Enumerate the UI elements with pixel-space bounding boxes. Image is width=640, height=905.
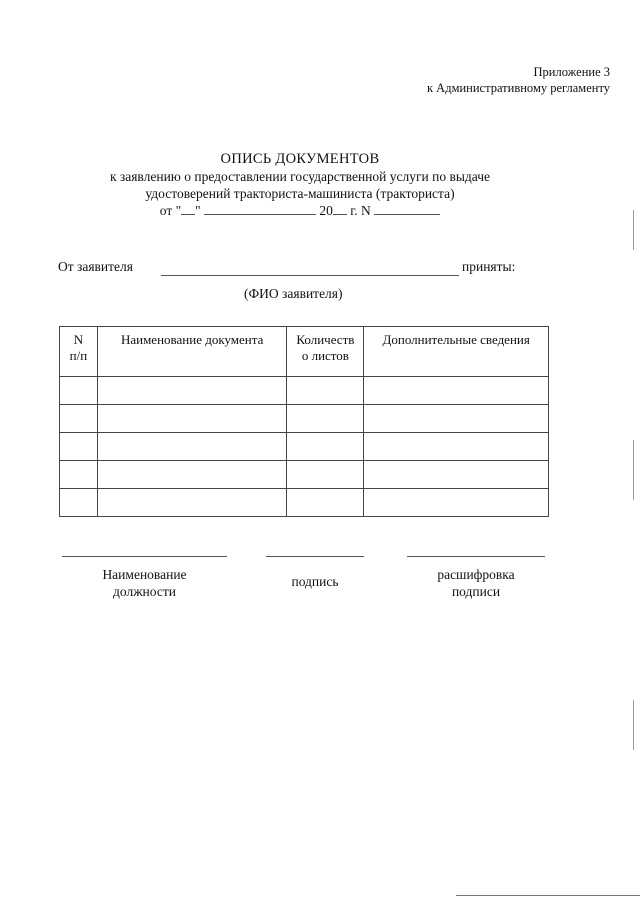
- accepted-label: приняты:: [462, 259, 516, 274]
- decoding-label: [407, 566, 545, 600]
- documents-table: [59, 326, 549, 517]
- table-cell[interactable]: [97, 405, 287, 433]
- column-header-number: N п/п: [60, 327, 98, 377]
- year-suffix: г. N: [350, 203, 371, 218]
- position-signature-line[interactable]: [62, 556, 227, 557]
- table-cell[interactable]: [364, 489, 549, 517]
- signature-label: подпись: [291, 574, 339, 589]
- month-blank[interactable]: [204, 202, 316, 215]
- signature-line[interactable]: [266, 556, 364, 557]
- title-block: [0, 151, 600, 219]
- bottom-edge-line: [456, 895, 640, 896]
- scan-edge-mark: [633, 700, 634, 750]
- position-label-line-2: должности: [113, 584, 176, 599]
- table-cell[interactable]: [287, 433, 364, 461]
- day-blank[interactable]: [181, 202, 195, 215]
- year-blank[interactable]: [333, 202, 347, 215]
- document-subtitle-2: удостоверений тракториста-машиниста (тракториста): [145, 186, 455, 201]
- table-cell[interactable]: [97, 433, 287, 461]
- number-blank[interactable]: [374, 202, 440, 215]
- table-cell[interactable]: [287, 377, 364, 405]
- scan-edge-mark: [633, 440, 634, 500]
- applicant-label: От заявителя: [58, 259, 133, 274]
- applicant-name-hint: (ФИО заявителя): [244, 286, 343, 301]
- table-cell[interactable]: [97, 377, 287, 405]
- document-subtitle-1: к заявлению о предоставлении государственной услуги по выдаче: [109, 169, 491, 184]
- table-cell[interactable]: [287, 489, 364, 517]
- document-title: ОПИСЬ ДОКУМЕНТОВ: [220, 151, 380, 167]
- table-cell[interactable]: [97, 489, 287, 517]
- table-cell[interactable]: [60, 405, 98, 433]
- column-header-document-name: Наименование документа: [97, 327, 287, 377]
- applicant-name-field[interactable]: [161, 275, 459, 276]
- year-prefix: 20: [319, 203, 333, 218]
- scan-edge-mark: [633, 210, 634, 250]
- appendix-note: [427, 64, 610, 96]
- table-cell[interactable]: [60, 377, 98, 405]
- table-row: [60, 405, 549, 433]
- appendix-line-2: к Административному регламенту: [426, 81, 610, 95]
- table-cell[interactable]: [287, 405, 364, 433]
- table-cell[interactable]: [60, 489, 98, 517]
- table-cell[interactable]: [364, 377, 549, 405]
- table-cell[interactable]: [364, 405, 549, 433]
- position-label-line-1: Наименование: [102, 567, 187, 582]
- table-row: [60, 489, 549, 517]
- date-prefix: от ": [159, 203, 182, 218]
- decoding-label-line-1: расшифровка: [437, 567, 515, 582]
- column-header-sheet-count: Количеств о листов: [287, 327, 364, 377]
- position-label: [62, 566, 227, 600]
- decoding-signature-line[interactable]: [407, 556, 545, 557]
- table-header-row: [60, 327, 549, 377]
- table-row: [60, 433, 549, 461]
- date-number-line: [160, 202, 440, 219]
- table-cell[interactable]: [364, 461, 549, 489]
- appendix-line-1: Приложение 3: [533, 65, 610, 79]
- table-cell[interactable]: [287, 461, 364, 489]
- table-cell[interactable]: [97, 461, 287, 489]
- table-row: [60, 377, 549, 405]
- table-cell[interactable]: [60, 461, 98, 489]
- table-row: [60, 461, 549, 489]
- decoding-label-line-2: подписи: [451, 584, 501, 599]
- table-cell[interactable]: [60, 433, 98, 461]
- column-header-additional-info: Дополнительные сведения: [364, 327, 549, 377]
- date-quote: ": [195, 203, 201, 218]
- table-cell[interactable]: [364, 433, 549, 461]
